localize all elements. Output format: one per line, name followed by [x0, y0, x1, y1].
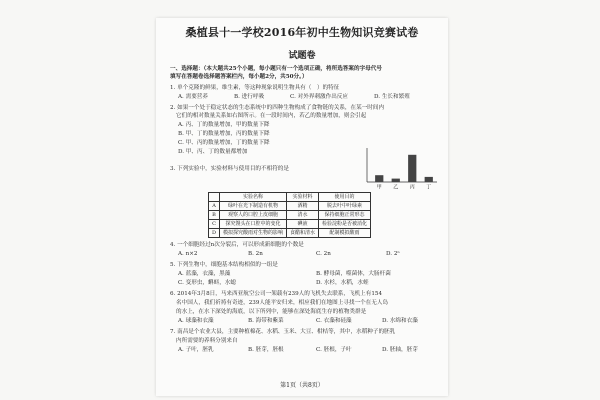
q5-option-a: A. 蓝藻，衣藻，黑藻: [178, 271, 231, 277]
table-cell: 碘液: [287, 220, 319, 229]
table-cell: 检验淀粉是否被消化: [319, 220, 371, 229]
question-2-line2: 它们的相对数量关系如右图所示。在一段时间内，若乙的数量增加，则会引起: [176, 113, 367, 119]
q4-option-a: A. n×2: [178, 251, 198, 257]
question-5: 5. 下列生物中，细胞基本结构相似的一组是: [170, 262, 278, 268]
q6-option-c: C. 衣藻和硅藻: [316, 318, 352, 324]
table-header-cell: 使用目的: [319, 193, 371, 202]
table-header-cell: [209, 193, 220, 202]
table-header-cell: 实验材料: [287, 193, 319, 202]
table-row: [209, 211, 371, 220]
table-cell: 探究馒头在口腔中的变化: [220, 220, 287, 229]
section-header: 一、选择题：（本大题共25个小题，每小题只有一个选项正确，将所选答案的字母代号: [170, 66, 382, 72]
q2-option-d: D. 甲、丙、丁的数量都增加: [178, 149, 248, 155]
table-row: [209, 229, 371, 238]
q4-option-c: C. 2n: [316, 251, 331, 257]
table-cell: 观察人的口腔上皮细胞: [220, 211, 287, 220]
table-row: [209, 220, 371, 229]
table-cell: 保持细胞正常形态: [319, 211, 371, 220]
question-7: 7. 南昌是个农业大县，主要种植棉花、水稻、玉米、大豆、柑桔等，其中，水稻种子的胚乳: [170, 329, 396, 335]
q7-option-b: B. 胚芽，胚根: [248, 347, 284, 353]
question-2: 2. 如果一个处于稳定状态的生态系统中的四种生物构成了食物链的关系，在某一时间内: [170, 105, 385, 111]
table-cell: 绿叶在光下制造有机物: [220, 202, 287, 211]
table-cell: 酒精: [287, 202, 319, 211]
table-cell: 脱去叶中叶绿素: [319, 202, 371, 211]
question-7-line2: 内所需要的养料分别来自: [176, 338, 238, 344]
q7-option-d: D. 胚轴，胚芽: [382, 347, 418, 353]
exam-title: 桑植县十一学校2016年初中生物知识竞赛试卷: [185, 26, 419, 39]
table-header-cell: 实验名称: [220, 193, 287, 202]
chart-category-label: 乙: [393, 184, 399, 190]
question-1: 1. 单个克隆的鲜果，维生素，等这种现象说明生物具有（ ）的特征: [170, 85, 340, 91]
q5-option-d: D. 水杉，水稻，水蛭: [316, 280, 369, 286]
population-bar-chart: [361, 146, 439, 190]
experiment-table: [208, 192, 371, 238]
table-cell: C: [209, 220, 220, 229]
q1-option-c: C. 对外界刺激作出反应: [290, 94, 348, 100]
chart-bar-1: [375, 175, 383, 182]
q4-option-b: B. 2n: [248, 251, 263, 257]
q7-option-c: C. 胚根，子叶: [316, 347, 352, 353]
page-footer: 第1页（共8页）: [280, 382, 324, 389]
q1-option-b: B. 进行呼吸: [234, 94, 265, 100]
section-header-line2: 填写在答题卷选择题答案栏内，每小题2分，共50分。）: [170, 74, 308, 80]
question-6-line2: 名中国人，我们祈祷有奇迹，239人能平安归来，相应我们在地图上寻找一个在无人岛: [176, 300, 389, 306]
q1-option-d: D. 生长和繁殖: [374, 94, 410, 100]
question-3: 3. 下列实验中，实验材料与使用目的不相符的是: [170, 166, 289, 172]
chart-bar-2: [392, 179, 400, 182]
table-cell: 模拟探究酸雨对生物的影响: [220, 229, 287, 238]
table-cell: 食醋和清水: [287, 229, 319, 238]
q5-option-c: C. 变形虫，蝌蚪，水螅: [178, 280, 236, 286]
chart-category-label: 丙: [409, 184, 415, 190]
question-4: 4. 一个细胞经过n次分裂后，可以形成新细胞的个数是: [170, 242, 304, 248]
chart-category-label: 甲: [376, 184, 382, 190]
q7-option-a: A. 子叶，胚乳: [178, 347, 214, 353]
q2-option-c: C. 甲、丙的数量增加，丁的数量下降: [178, 140, 270, 146]
chart-category-label: 丁: [426, 184, 432, 190]
table-cell: 清水: [287, 211, 319, 220]
q2-option-b: B. 甲、丁的数量增加，丙的数量下降: [178, 131, 270, 137]
table-cell: 配制模拟酸雨: [319, 229, 371, 238]
exam-subtitle: 试题卷: [288, 51, 316, 61]
table-cell: D: [209, 229, 220, 238]
table-cell: B: [209, 211, 220, 220]
question-6: 6. 2014年3月8日，马来西亚航空公司一架载有239人的飞机失去联系，飞机上有154: [170, 291, 383, 297]
chart-bar-4: [425, 177, 433, 182]
q2-option-a: A. 丙、丁的数量增加，甲的数量下降: [178, 122, 270, 128]
q1-option-a: A. 需要营养: [178, 94, 208, 100]
exam-sheet: [156, 18, 448, 396]
q5-option-b: B. 酵母菌，噬菌体，大肠杆菌: [316, 271, 391, 277]
q6-option-a: A. 球藻和衣藻: [178, 318, 214, 324]
table-cell: A: [209, 202, 220, 211]
table-header-row: [209, 193, 371, 202]
table-row: [209, 202, 371, 211]
q4-option-d: D. 2ⁿ: [386, 251, 400, 257]
question-6-line3: 的水上，在水下深处的海底，以下所列中，能够在深处海底生存的植物类群是: [176, 309, 367, 315]
q6-option-d: D. 水绵和衣藻: [382, 318, 418, 324]
q6-option-b: B. 海带和紫菜: [248, 318, 284, 324]
chart-bar-3: [408, 155, 416, 182]
